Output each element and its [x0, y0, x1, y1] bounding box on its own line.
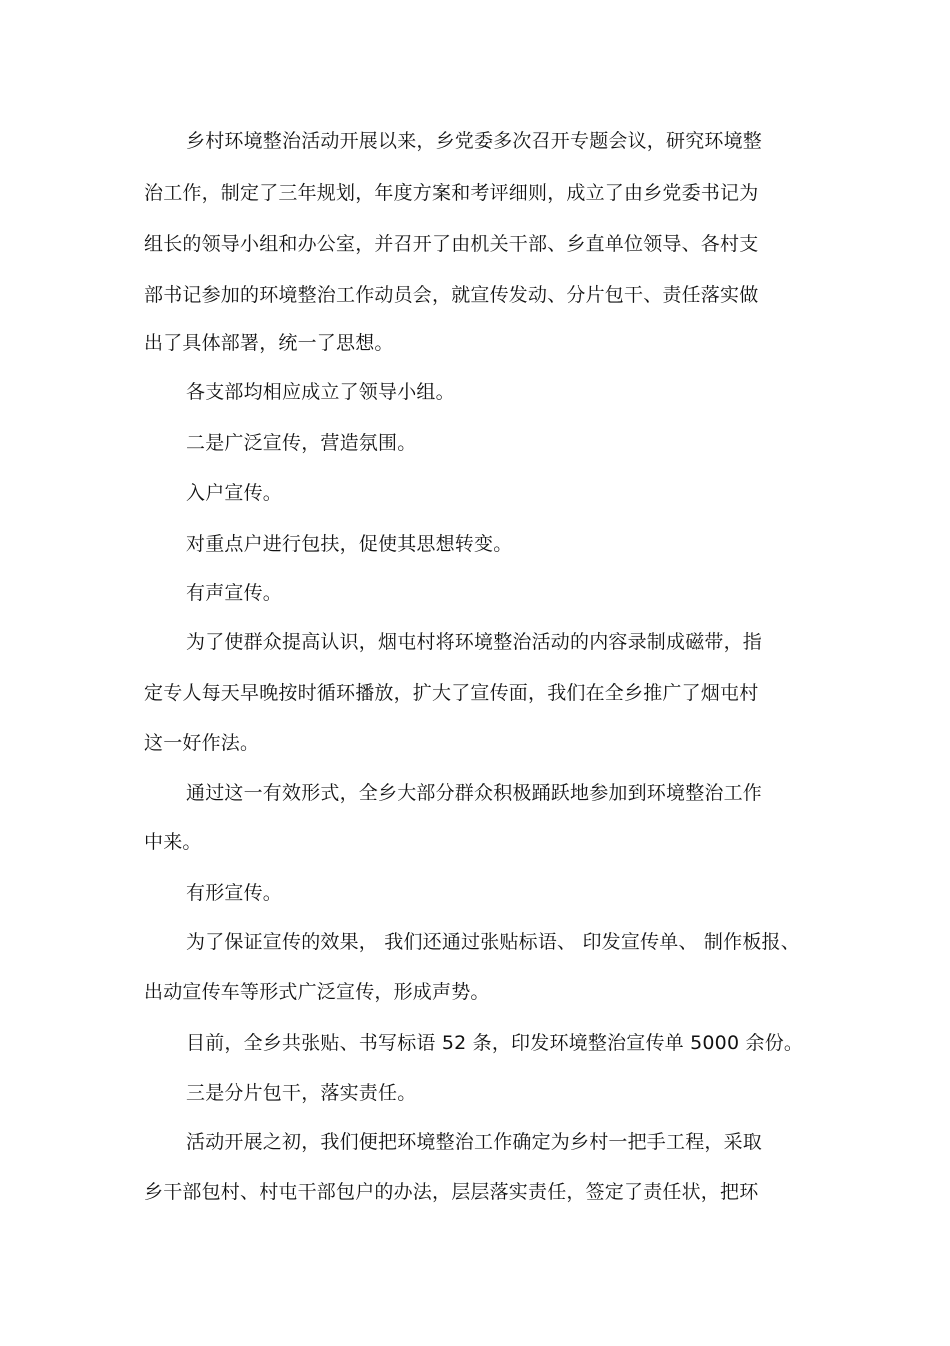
text-line: 出动宣传车等形式广泛宣传，形成声势。: [144, 981, 490, 1003]
text-line: 部书记参加的环境整治工作动员会，就宣传发动、分片包干、责任落实做: [144, 284, 759, 306]
text-line: 为了保证宣传的效果， 我们还通过张贴标语、 印发宣传单、 制作板报、: [186, 931, 800, 953]
text-line: 有声宣传。: [186, 582, 283, 604]
text-line: 有形宣传。: [186, 882, 283, 904]
text-line: 乡干部包村、村屯干部包户的办法，层层落实责任，签定了责任状，把环: [144, 1181, 759, 1203]
text-line: 组长的领导小组和办公室，并召开了由机关干部、乡直单位领导、各村支: [144, 233, 759, 255]
text-line: 通过这一有效形式，全乡大部分群众积极踊跃地参加到环境整治工作: [186, 782, 763, 804]
text-line: 对重点户进行包扶，促使其思想转变。: [186, 533, 513, 555]
text-line: 各支部均相应成立了领导小组。: [186, 381, 455, 403]
text-line: 目前，全乡共张贴、书写标语 52 条，印发环境整治宣传单 5000 余份。: [186, 1032, 804, 1054]
text-line: 中来。: [144, 831, 202, 853]
text-line: 出了具体部署，统一了思想。: [144, 332, 394, 354]
text-line: 二是广泛宣传，营造氛围。: [186, 432, 417, 454]
text-line: 乡村环境整治活动开展以来，乡党委多次召开专题会议，研究环境整: [186, 130, 763, 152]
text-line: 入户宣传。: [186, 482, 283, 504]
text-line: 这一好作法。: [144, 732, 260, 754]
text-line: 活动开展之初，我们便把环境整治工作确定为乡村一把手工程，采取: [186, 1131, 763, 1153]
text-line: 治工作，制定了三年规划，年度方案和考评细则，成立了由乡党委书记为: [144, 182, 759, 204]
text-line: 三是分片包干，落实责任。: [186, 1082, 417, 1104]
text-line: 为了使群众提高认识，烟屯村将环境整治活动的内容录制成磁带，指: [186, 631, 763, 653]
text-line: 定专人每天早晚按时循环播放，扩大了宣传面，我们在全乡推广了烟屯村: [144, 682, 759, 704]
